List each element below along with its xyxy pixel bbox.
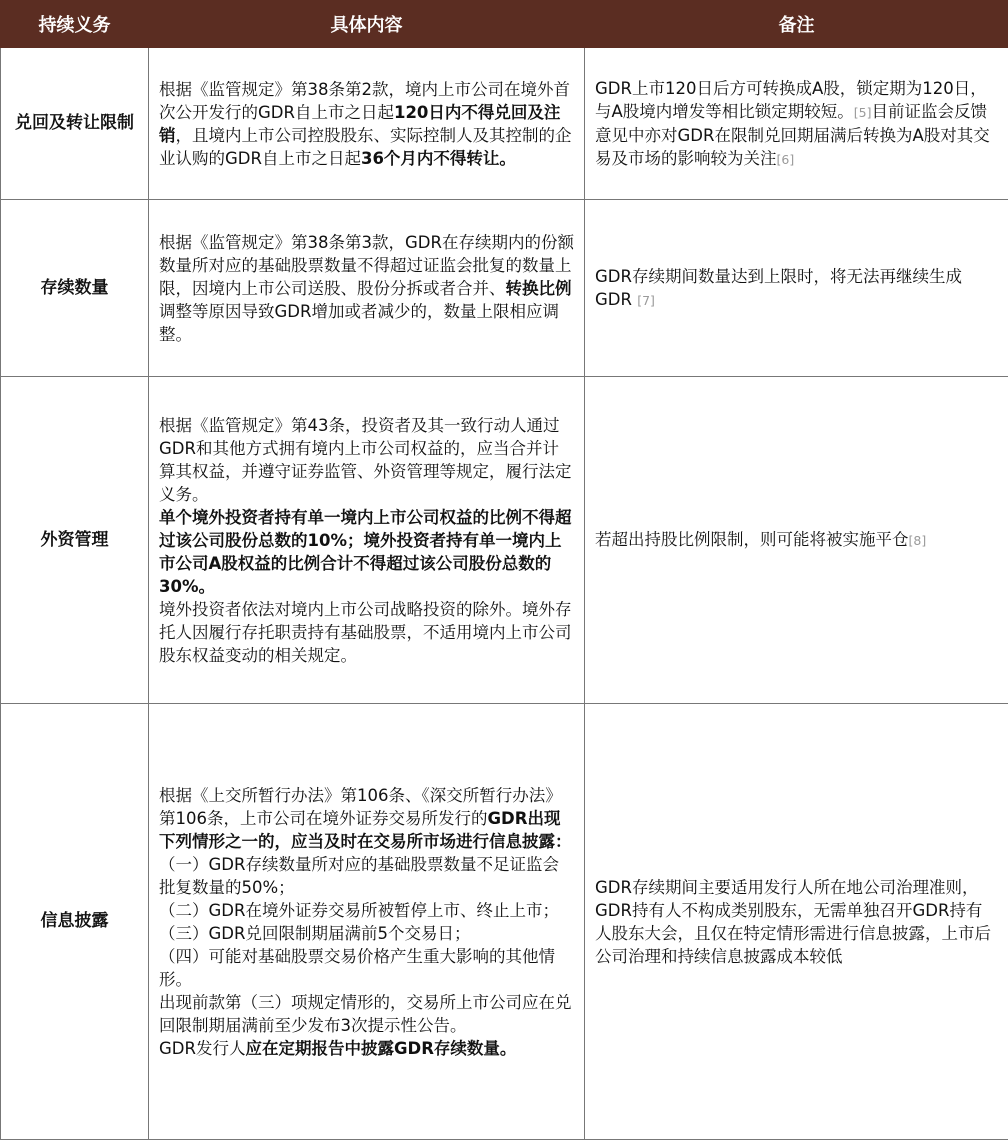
note-text: 目前证监会反馈意见中亦对GDR在限制兑回期届满后转换为A股对其交易及市场的影响较为关注 (595, 101, 990, 168)
reference-link[interactable]: [8] (908, 533, 927, 548)
duty-label: 信息披露 (40, 911, 109, 931)
header-note: 备注 (585, 1, 1008, 48)
duty-cell (1, 704, 149, 1140)
note-text: GDR上市120日后方可转换成A股，锁定期为120日，与A股境内增发等相比锁定期较短。 (595, 78, 987, 121)
duty-cell (1, 377, 149, 704)
content-text: 根据《上交所暂行办法》第106条、《深交所暂行办法》第106条，上市公司在境外证券交易所发行的 (159, 785, 562, 828)
note-text: GDR存续期间主要适用发行人所在地公司治理准则，GDR持有人不构成类别股东，无需单独召开GDR持有人股东大会，且仅在特定情形需进行信息披露，上市后公司治理和持续信息披露成本较低 (595, 877, 991, 966)
content-paragraph: 出现前款第（三）项规定情形的，交易所上市公司应在兑回限制期届满前至少发布3次提示性公告。 (159, 992, 572, 1035)
content-text: 调整等原因导致GDR增加或者减少的，数量上限相应调整。 (159, 301, 559, 344)
content-paragraph: 根据《监管规定》第43条，投资者及其一致行动人通过GDR和其他方式拥有境内上市公司权益的，应当合并计算其权益，并遵守证券监管、外资管理等规定，履行法定义务。 (159, 415, 572, 504)
list-item: （四）可能对基础股票交易价格产生重大影响的其他情形。 (159, 946, 555, 989)
reference-link[interactable]: [5] (853, 104, 872, 120)
list-item: （二）GDR在境外证券交易所被暂停上市、终止上市； (159, 900, 559, 920)
content-text: 根据《监管规定》第38条第2款，境内上市公司在境外首次公开发行的GDR自上市之日起 (159, 79, 570, 122)
content-cell (149, 48, 585, 200)
content-paragraph: 境外投资者依法对境内上市公司战略投资的除外。境外存托人因履行存托职责持有基础股票，不适用境内上市公司股东权益变动的相关规定。 (159, 599, 572, 665)
note-cell (585, 704, 1008, 1140)
header-content: 具体内容 (149, 1, 585, 48)
content-bold-text: 120日内不得兑回及注销 (159, 102, 561, 145)
reference-link[interactable]: [6] (776, 151, 795, 167)
content-text: 根据《监管规定》第38条第3款，GDR在存续期内的份额数量所对应的基础股票数量不得超过证监会批复的数量上限，因境内上市公司送股、股份分拆或者合并、 (159, 232, 574, 298)
duty-cell (1, 48, 149, 200)
table-row (1, 48, 1008, 200)
content-cell (149, 200, 585, 377)
content-text: GDR发行人 (159, 1038, 246, 1058)
content-bold-text: 36个月内不得转让。 (360, 148, 516, 168)
duty-label: 外资管理 (40, 529, 109, 550)
content-cell (149, 377, 585, 704)
list-item: （一）GDR存续数量所对应的基础股票数量不足证监会批复数量的50%； (159, 854, 559, 897)
duty-cell (1, 200, 149, 377)
table-row (1, 200, 1008, 377)
header-duty: 持续义务 (1, 1, 149, 48)
content-text: ，且境内上市公司控股股东、实际控制人及其控制的企业认购的GDR自上市之日起 (159, 125, 572, 168)
note-cell (585, 377, 1008, 704)
header-row (1, 1, 1008, 48)
note-cell (585, 48, 1008, 200)
content-bold-text: 应在定期报告中披露GDR存续数量。 (245, 1038, 517, 1058)
note-text: GDR存续期间数量达到上限时，将无法再继续生成GDR (595, 266, 962, 309)
duty-label: 存续数量 (40, 277, 109, 298)
table-row (1, 377, 1008, 704)
table-row (1, 704, 1008, 1140)
content-bold-text: GDR出现下列情形之一的，应当及时在交易所市场进行信息披露： (159, 808, 572, 851)
content-bold-text: 转换比例 (505, 278, 572, 298)
note-cell (585, 200, 1008, 377)
duty-label: 兑回及转让限制 (15, 113, 134, 133)
content-bold-paragraph: 单个境外投资者持有单一境内上市公司权益的比例不得超过该公司股份总数的10%；境外投资者持有单一境内上市公司A股权益的比例合计不得超过该公司股份总数的30%。 (159, 507, 572, 596)
content-cell (149, 704, 585, 1140)
reference-link[interactable]: [7] (637, 292, 655, 308)
list-item: （三）GDR兑回限制期届满前5个交易日； (159, 923, 471, 943)
note-text: 若超出持股比例限制，则可能将被实施平仓 (595, 530, 909, 549)
